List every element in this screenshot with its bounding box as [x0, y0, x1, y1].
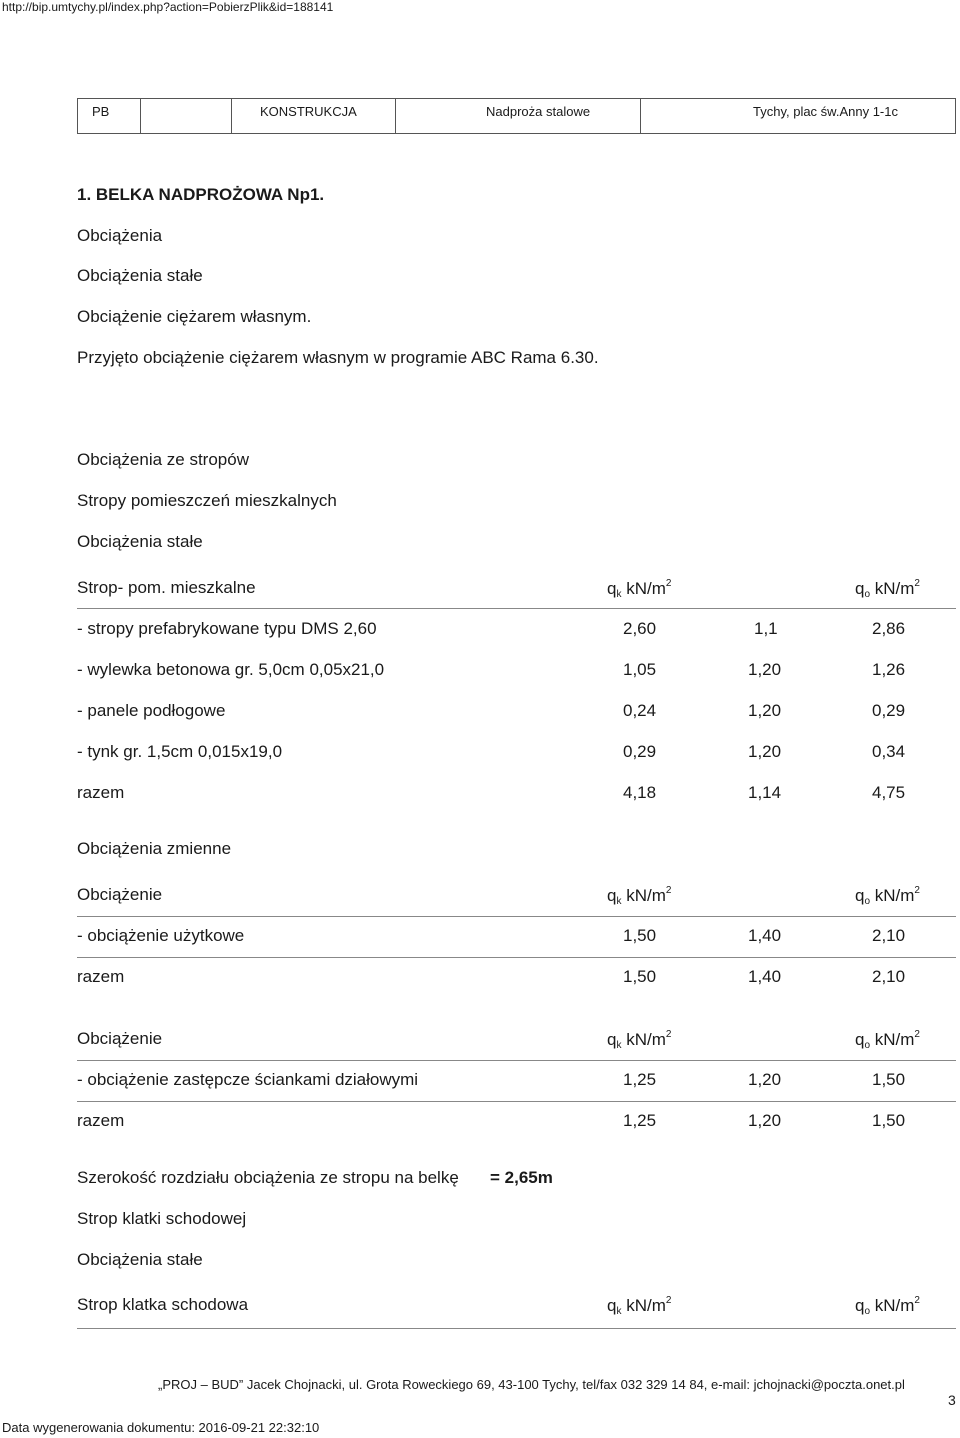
line-obciazenia-stale-2: Obciążenia stałe — [77, 532, 203, 551]
table-cell-qk: 1,25 — [623, 1070, 657, 1089]
qk-unit-header: $q_k$ $kN/m^2$ — [607, 1029, 672, 1051]
table2-header: Obciążenie — [77, 885, 163, 904]
table-cell-qo: 2,10 — [872, 926, 906, 945]
table-cell-qk: 1,05 — [623, 660, 657, 679]
qk-unit-header: $q_k$ $kN/m^2$ — [607, 578, 672, 600]
table-row-name: - stropy prefabrykowane typu DMS 2,60 — [77, 619, 377, 638]
table-cell-factor: 1,20 — [748, 701, 782, 720]
table-cell-qo: 2,10 — [872, 967, 906, 986]
table-row-name: - obciążenie użytkowe — [77, 926, 245, 945]
table-cell-factor: 1,20 — [748, 660, 782, 679]
table-row-name: - obciążenie zastępcze ściankami działowymi — [77, 1070, 419, 1089]
header-divider — [231, 98, 232, 134]
header-divider — [140, 98, 141, 134]
table-rule — [77, 916, 956, 917]
table-cell-qo: 0,34 — [872, 742, 906, 761]
header-cell-location: Tychy, plac św.Anny 1-1c — [753, 104, 898, 119]
table-row-name: razem — [77, 1111, 125, 1130]
header-cell-branch: KONSTRUKCJA — [260, 104, 357, 119]
table-row-name: razem — [77, 967, 125, 986]
table-cell-qk: 4,18 — [623, 783, 657, 802]
table-cell-qo: 0,29 — [872, 701, 906, 720]
page-number: 3 — [948, 1392, 956, 1408]
table-row-name: - wylewka betonowa gr. 5,0cm 0,05x21,0 — [77, 660, 385, 679]
footer-company: „PROJ – BUD” Jacek Chojnacki, ul. Grota Roweckiego 69, 43-100 Tychy, tel/fax 032 329 14 84, e-mail: jchojnacki@poczta.onet.pl — [158, 1377, 905, 1392]
header-divider — [395, 98, 396, 134]
table-row-name: razem — [77, 783, 125, 802]
table4-header: Strop klatka schodowa — [77, 1295, 249, 1314]
qo-unit-header: $q_o$ $kN/m^2$ — [855, 1295, 920, 1317]
table-cell-qo: 1,50 — [872, 1070, 906, 1089]
table-rule — [77, 1328, 956, 1329]
table-cell-factor: 1,20 — [748, 1111, 782, 1130]
qo-unit-header: $q_o$ $kN/m^2$ — [855, 1029, 920, 1051]
table-row-name: - panele podłogowe — [77, 701, 226, 720]
line-szerokosc: Szerokość rozdziału obciążenia ze stropu na belkę — [77, 1168, 459, 1187]
table-rule — [77, 1101, 956, 1102]
table-cell-factor: 1,40 — [748, 926, 782, 945]
table-cell-factor: 1,40 — [748, 967, 782, 986]
header-cell-pb: PB — [92, 104, 110, 119]
section-title: 1. BELKA NADPROŻOWA Np1. — [77, 185, 325, 204]
header-cell-subject: Nadproża stalowe — [486, 104, 591, 119]
source-url: http://bip.umtychy.pl/index.php?action=PobierzPlik&id=188141 — [2, 0, 334, 14]
generation-date: Data wygenerowania dokumentu: 2016-09-21 22:32:10 — [2, 1420, 320, 1435]
table-cell-qk: 0,29 — [623, 742, 657, 761]
line-obciazenia-zmienne: Obciążenia zmienne — [77, 839, 232, 858]
table-row-name: - tynk gr. 1,5cm 0,015x19,0 — [77, 742, 283, 761]
table-cell-qk: 2,60 — [623, 619, 657, 638]
table-rule — [77, 957, 956, 958]
table-cell-qo: 1,26 — [872, 660, 906, 679]
header-divider — [640, 98, 641, 134]
table-rule — [77, 1060, 956, 1061]
table-rule — [77, 608, 956, 609]
table-cell-factor: 1,20 — [748, 1070, 782, 1089]
line-przyjeto: Przyjęto obciążenie ciężarem własnym w programie ABC Rama 6.30. — [77, 348, 599, 367]
szerokosc-value: = 2,65m — [490, 1168, 553, 1187]
line-ze-stropow: Obciążenia ze stropów — [77, 450, 249, 469]
qo-unit-header: $q_o$ $kN/m^2$ — [855, 885, 920, 907]
table-cell-qo: 1,50 — [872, 1111, 906, 1130]
table-cell-qk: 1,25 — [623, 1111, 657, 1130]
table-cell-factor: 1,14 — [748, 783, 782, 802]
line-strop-klatki: Strop klatki schodowej — [77, 1209, 247, 1228]
table1-header: Strop- pom. mieszkalne — [77, 578, 256, 597]
table-cell-qk: 1,50 — [623, 926, 657, 945]
table3-header: Obciążenie — [77, 1029, 163, 1048]
table-cell-qo: 2,86 — [872, 619, 906, 638]
line-obciazenia-stale-3: Obciążenia stałe — [77, 1250, 203, 1269]
table-cell-factor: 1,1 — [754, 619, 778, 638]
line-obciazenia: Obciążenia — [77, 226, 163, 245]
qk-unit-header: $q_k$ $kN/m^2$ — [607, 885, 672, 907]
line-stropy-pomieszczen: Stropy pomieszczeń mieszkalnych — [77, 491, 337, 510]
qk-unit-header: $q_k$ $kN/m^2$ — [607, 1295, 672, 1317]
line-obciazenia-stale: Obciążenia stałe — [77, 266, 203, 285]
qo-unit-header: $q_o$ $kN/m^2$ — [855, 578, 920, 600]
line-ciezar-wlasny: Obciążenie ciężarem własnym. — [77, 307, 312, 326]
table-cell-qo: 4,75 — [872, 783, 906, 802]
table-cell-qk: 1,50 — [623, 967, 657, 986]
table-cell-qk: 0,24 — [623, 701, 657, 720]
table-cell-factor: 1,20 — [748, 742, 782, 761]
